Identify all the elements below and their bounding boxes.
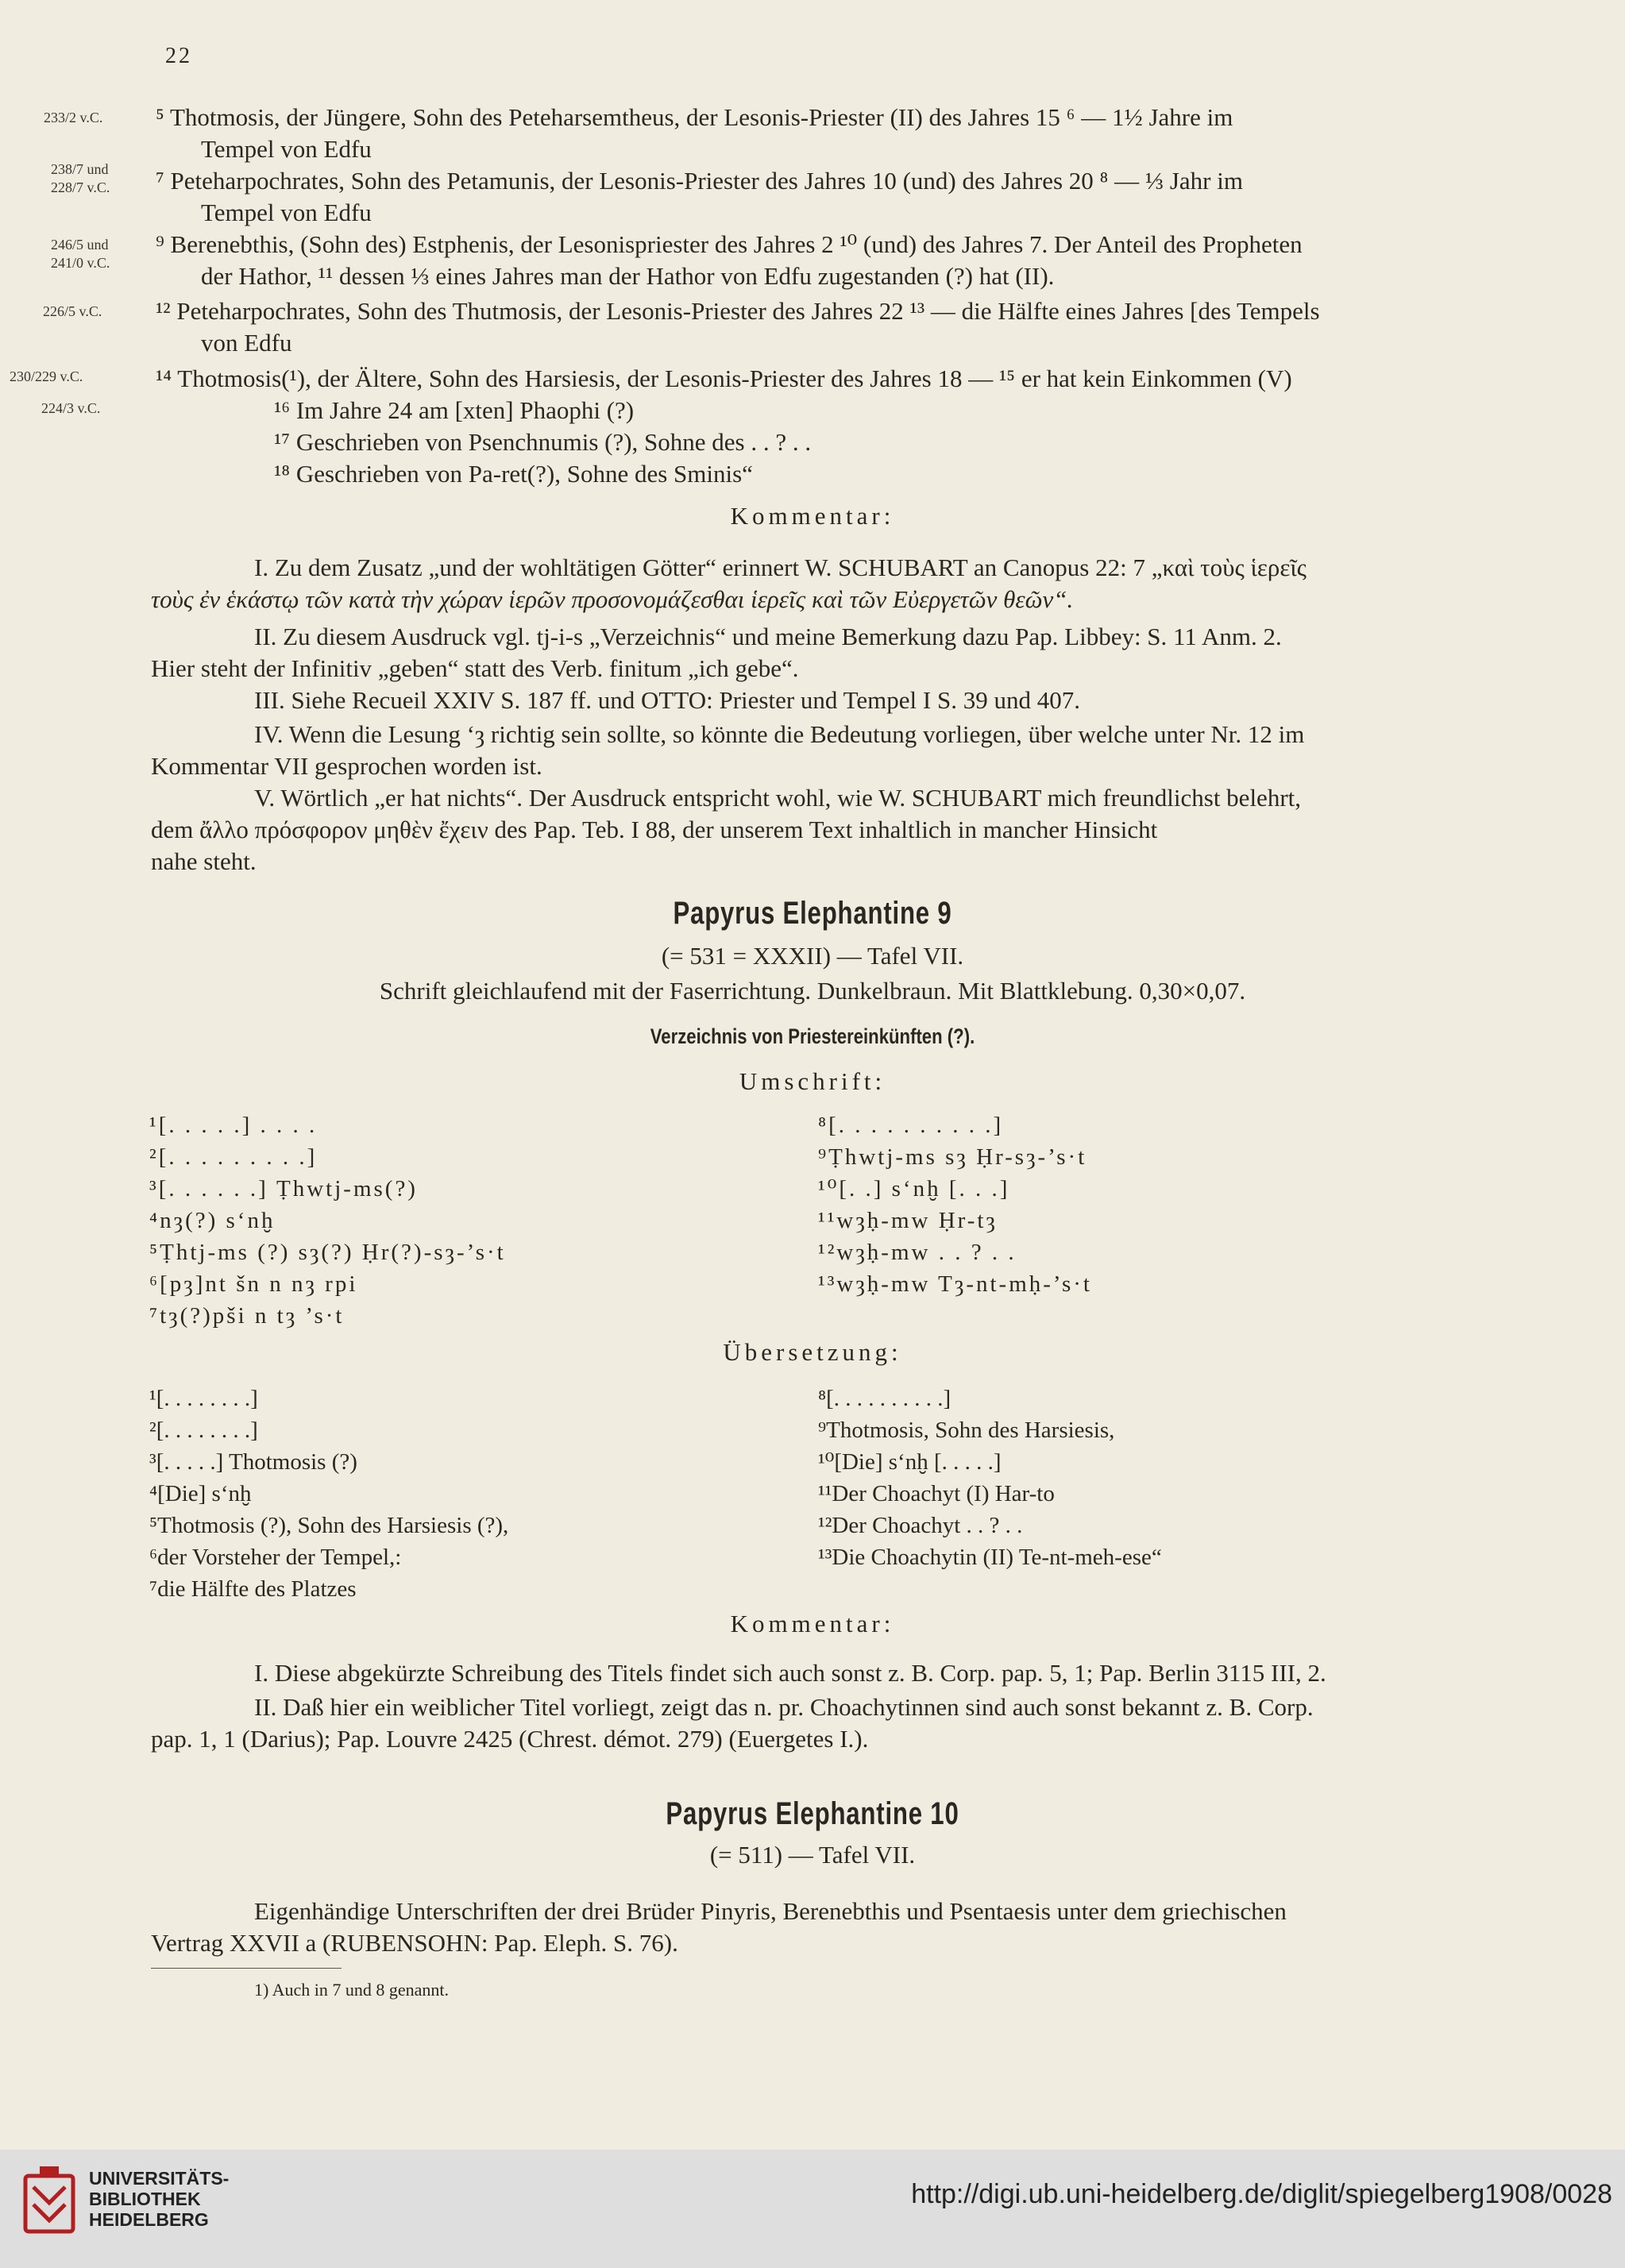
text-line: dem ἄλλο πρόσφορον μηθὲν ἔχειν des Pap. Teb. I 88, der unserem Text inhaltlich in mancher Hinsicht (151, 816, 1158, 843)
text-line: pap. 1, 1 (Darius); Pap. Louvre 2425 (Chrest. démot. 279) (Euergetes I.). (151, 1725, 869, 1753)
text-line: der Hathor, ¹¹ dessen ⅓ eines Jahres man der Hathor von Edfu zugestanden (?) hat (II). (201, 262, 1055, 290)
translation-line: ⁸[. . . . . . . . . .] (818, 1386, 951, 1411)
library-name-line: UNIVERSITÄTS- (89, 2168, 230, 2189)
translation-line: ¹³Die Choachytin (II) Te-nt-meh-ese“ (818, 1545, 1162, 1570)
translation-line: ⁴[Die] s‘nḫ (149, 1481, 252, 1506)
library-name-line: HEIDELBERG (89, 2209, 209, 2230)
text-line: Hier steht der Infinitiv „geben“ statt des Verb. finitum „ich gebe“. (151, 654, 799, 682)
section-subtitle: Verzeichnis von Priestereinkünften (?). (650, 1024, 975, 1048)
transliteration-line: ²[. . . . . . . . .] (149, 1144, 318, 1170)
text-line: von Edfu (201, 329, 292, 357)
umschrift-heading: Umschrift: (739, 1067, 886, 1095)
text-line: nahe steht. (151, 847, 257, 875)
text-line: ⁹ Berenebthis, (Sohn des) Estphenis, der Lesonispriester des Jahres 2 ¹⁰ (und) des Jahres 7. Der Anteil des Propheten (156, 230, 1303, 258)
translation-line: ¹[. . . . . . . .] (149, 1386, 258, 1411)
translation-line: ⁹Thotmosis, Sohn des Harsiesis, (818, 1418, 1115, 1443)
text-line: ¹⁷ Geschrieben von Psenchnumis (?), Sohne des . . ? . . (274, 428, 812, 456)
section-reference: (= 531 = XXXII) — Tafel VII. (661, 942, 964, 970)
translation-line: ³[. . . . .] Thotmosis (?) (149, 1449, 357, 1475)
transliteration-line: ⁴nȝ(?) s‘nḫ (149, 1208, 276, 1233)
text-line: II. Daß hier ein weiblicher Titel vorliegt, zeigt das n. pr. Choachytinnen sind auch sonst bekannt z. B. Corp. (254, 1693, 1314, 1721)
text-line: I. Zu dem Zusatz „und der wohltätigen Götter“ erinnert W. SCHUBART an Canopus 22: 7 „καὶ τοὺς ἱερεῖς (254, 554, 1307, 581)
university-seal-icon (16, 2162, 83, 2251)
transliteration-line: ¹³wȝḥ-mw Tȝ-nt-mḥ-’s·t (818, 1271, 1092, 1297)
transliteration-line: ⁹Ṭhwtj-ms sȝ Ḥr-sȝ-’s·t (818, 1144, 1087, 1170)
text-line: Eigenhändige Unterschriften der drei Brüder Pinyris, Berenebthis und Psentaesis unter dem griechischen (254, 1897, 1287, 1925)
section-title: Papyrus Elephantine 9 (673, 896, 952, 931)
text-line: II. Zu diesem Ausdruck vgl. tj-i-s „Verzeichnis“ und meine Bemerkung dazu Pap. Libbey: S. 11 Anm. 2. (254, 623, 1282, 650)
transliteration-line: ¹²wȝḥ-mw . . ? . . (818, 1240, 1017, 1265)
margin-note: 230/229 v.C. (10, 368, 83, 384)
translation-line: ²[. . . . . . . .] (149, 1418, 258, 1443)
text-line: IV. Wenn die Lesung ‘ȝ richtig sein sollte, so könnte die Bedeutung vorliegen, über welche unter Nr. 12 im (254, 720, 1305, 748)
text-line: III. Siehe Recueil XXIV S. 187 ff. und OTTO: Priester und Tempel I S. 39 und 407. (254, 686, 1080, 714)
transliteration-line: ⁶[pȝ]nt šn n nȝ rpi (149, 1271, 358, 1297)
text-line: Tempel von Edfu (201, 199, 372, 226)
margin-note: 233/2 v.C. (44, 110, 103, 125)
footnote: 1) Auch in 7 und 8 genannt. (254, 1980, 450, 2000)
section-reference: (= 511) — Tafel VII. (709, 1841, 916, 1869)
transliteration-line: ³[. . . . . .] Ṭhwtj-ms(?) (149, 1176, 418, 1202)
margin-note: 224/3 v.C. (41, 400, 101, 416)
source-url-link[interactable]: http://digi.ub.uni-heidelberg.de/diglit/spiegelberg1908/0028 (911, 2179, 1612, 2209)
transliteration-line: ⁵Ṭhtj-ms (?) sȝ(?) Ḥr(?)-sȝ-’s·t (149, 1240, 506, 1265)
text-line: Vertrag XXVII a (RUBENSOHN: Pap. Eleph. S. 76). (151, 1929, 678, 1957)
section-title: Papyrus Elephantine 10 (666, 1796, 959, 1831)
translation-line: ¹¹Der Choachyt (I) Har-to (818, 1481, 1055, 1506)
kommentar-heading: Kommentar: (730, 502, 895, 530)
margin-note: 241/0 v.C. (51, 255, 110, 271)
text-line: ¹⁴ Thotmosis(¹), der Ältere, Sohn des Harsiesis, der Lesonis-Priester des Jahres 18 — ¹⁵ er hat kein Einkommen (V) (156, 364, 1292, 392)
translation-line: ¹⁰[Die] s‘nḫ [. . . . .] (818, 1449, 1002, 1475)
text-line: Kommentar VII gesprochen worden ist. (151, 752, 542, 780)
text-line: ¹² Peteharpochrates, Sohn des Thutmosis, der Lesonis-Priester des Jahres 22 ¹³ — die Hälfte eines Jahres [des Tempels (156, 297, 1320, 325)
text-line: ⁵ Thotmosis, der Jüngere, Sohn des Peteharsemtheus, der Lesonis-Priester (II) des Jahres 15 ⁶ — 1½ Jahre im (156, 103, 1233, 131)
translation-line: ⁶der Vorsteher der Tempel,: (149, 1545, 402, 1570)
library-name-line: BIBLIOTHEK (89, 2189, 201, 2209)
text-line: ¹⁶ Im Jahre 24 am [xten] Phaophi (?) (274, 396, 635, 424)
margin-note: 238/7 und (51, 161, 109, 177)
text-line: ¹⁸ Geschrieben von Pa-ret(?), Sohne des Sminis“ (274, 460, 753, 488)
text-line: I. Diese abgekürzte Schreibung des Titels findet sich auch sonst z. B. Corp. pap. 5, 1; Pap. Berlin 3115 III, 2. (254, 1659, 1326, 1687)
kommentar-heading: Kommentar: (730, 1610, 895, 1637)
section-description: Schrift gleichlaufend mit der Faserrichtung. Dunkelbraun. Mit Blattklebung. 0,30×0,07. (379, 977, 1246, 1005)
transliteration-line: ¹¹wȝḥ-mw Ḥr-tȝ (818, 1208, 998, 1233)
transliteration-line: ¹[. . . . .] . . . . (149, 1113, 318, 1138)
text-line: Tempel von Edfu (201, 135, 372, 163)
transliteration-line: ⁷tȝ(?)pši n tȝ ’s·t (149, 1303, 345, 1329)
translation-line: ⁵Thotmosis (?), Sohn des Harsiesis (?), (149, 1513, 509, 1538)
library-name (89, 2168, 229, 2230)
translation-line: ¹²Der Choachyt . . ? . . (818, 1513, 1023, 1538)
text-line: V. Wörtlich „er hat nichts“. Der Ausdruck entspricht wohl, wie W. SCHUBART mich freundlichst belehrt, (254, 784, 1301, 812)
transliteration-line: ¹⁰[. .] s‘nḫ [. . .] (818, 1176, 1010, 1202)
transliteration-line: ⁸[. . . . . . . . . .] (818, 1113, 1004, 1138)
translation-line: ⁷die Hälfte des Platzes (149, 1576, 357, 1602)
footnote-divider (151, 1968, 342, 1969)
page-number: 22 (165, 44, 192, 68)
margin-note: 226/5 v.C. (43, 303, 102, 319)
margin-note: 228/7 v.C. (51, 179, 110, 195)
uebersetzung-heading: Übersetzung: (723, 1338, 902, 1366)
text-line: ⁷ Peteharpochrates, Sohn des Petamunis, der Lesonis-Priester des Jahres 10 (und) des Jahres 20 ⁸ — ⅓ Jahr im (156, 167, 1243, 195)
margin-note: 246/5 und (51, 237, 109, 253)
text-line: τοὺς ἐν ἑκάστῳ τῶν κατὰ τὴν χώραν ἱερῶν προσονομάζεσθαι ἱερεῖς καὶ τῶν Εὐεργετῶν θεῶν“. (151, 585, 1074, 613)
